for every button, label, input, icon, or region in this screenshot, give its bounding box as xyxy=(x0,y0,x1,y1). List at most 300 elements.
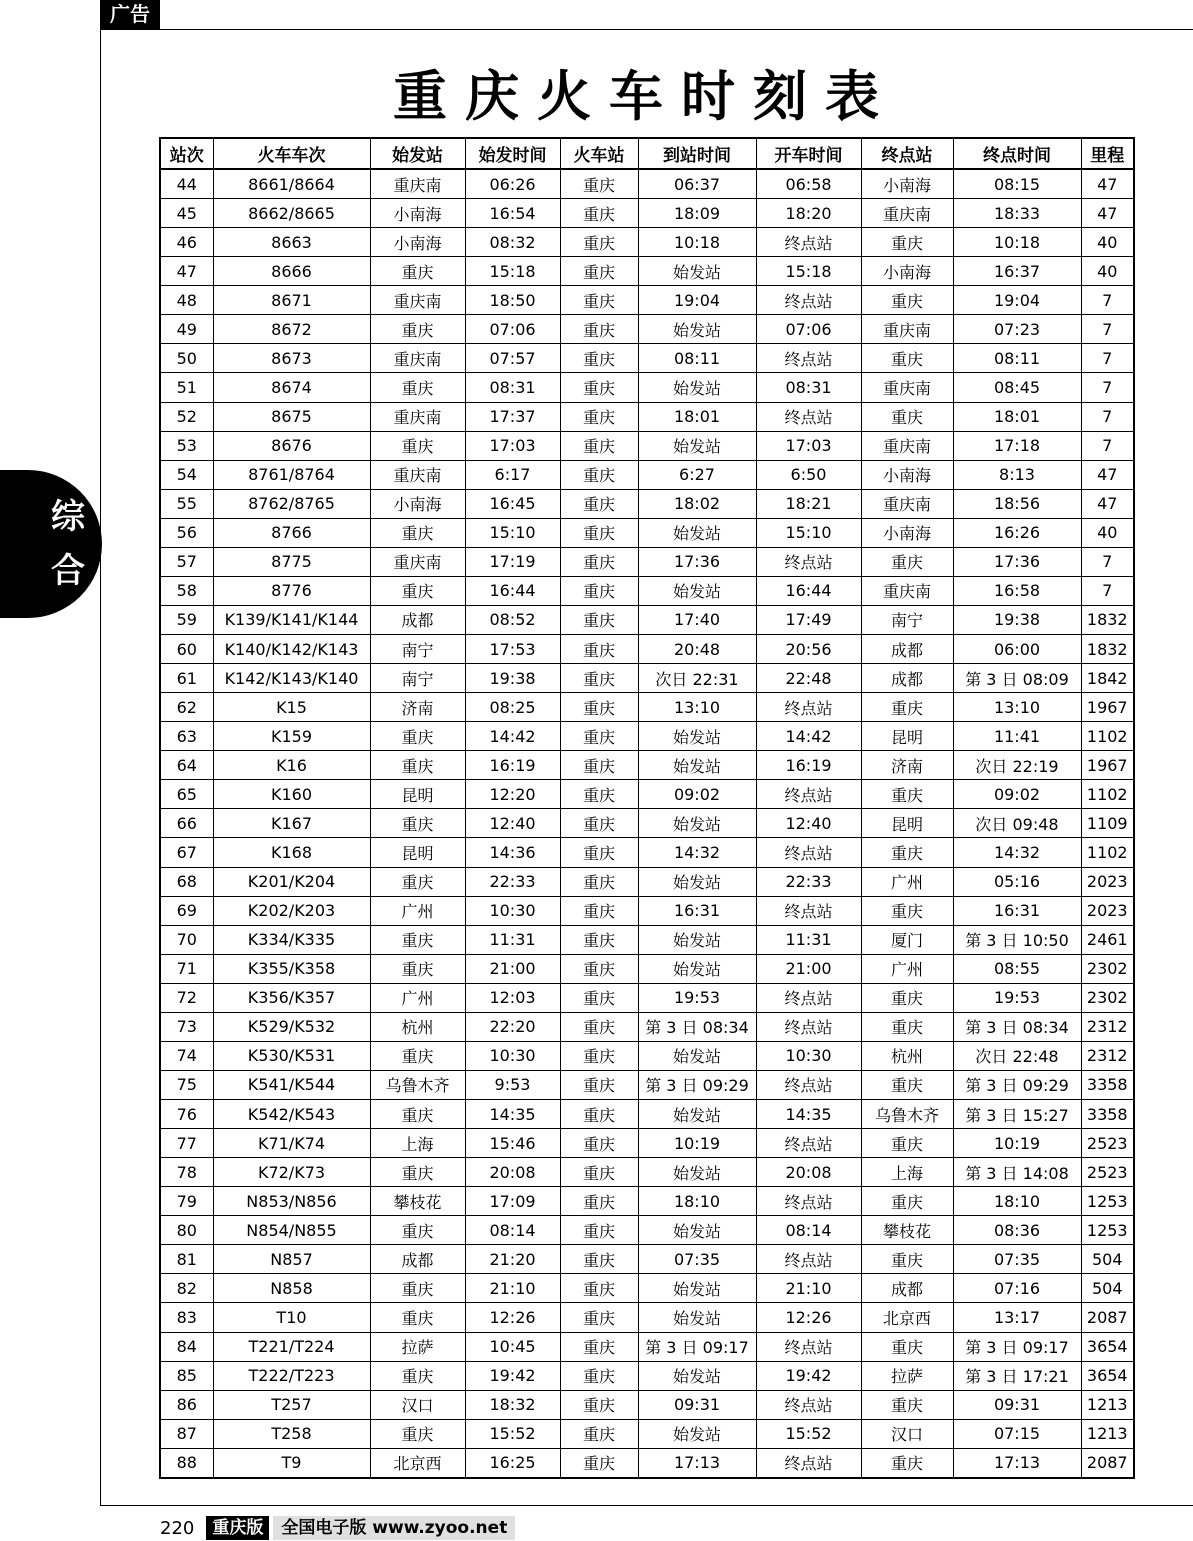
cell-depart-time: 22:33 xyxy=(465,867,560,896)
cell-station: 重庆 xyxy=(560,693,638,722)
cell-origin: 昆明 xyxy=(370,838,465,867)
cell-distance: 7 xyxy=(1081,373,1134,402)
cell-leave-time: 终点站 xyxy=(756,1187,861,1216)
cell-distance: 2523 xyxy=(1081,1129,1134,1158)
cell-index: 57 xyxy=(160,547,213,576)
cell-distance: 1213 xyxy=(1081,1419,1134,1448)
cell-train: K142/K143/K140 xyxy=(213,664,370,693)
cell-origin: 重庆南 xyxy=(370,344,465,373)
cell-leave-time: 16:44 xyxy=(756,576,861,605)
table-row xyxy=(160,402,1134,431)
cell-distance: 7 xyxy=(1081,431,1134,460)
cell-station: 重庆 xyxy=(560,809,638,838)
cell-train: 8766 xyxy=(213,518,370,547)
cell-arrive-time: 始发站 xyxy=(638,315,756,344)
cell-terminus-time: 07:23 xyxy=(953,315,1081,344)
cell-train: 8761/8764 xyxy=(213,460,370,489)
timetable-body xyxy=(160,169,1134,1478)
cell-arrive-time: 10:19 xyxy=(638,1129,756,1158)
cell-arrive-time: 始发站 xyxy=(638,1100,756,1129)
cell-terminus: 重庆南 xyxy=(861,199,953,228)
cell-arrive-time: 始发站 xyxy=(638,867,756,896)
cell-terminus-time: 19:53 xyxy=(953,983,1081,1012)
cell-station: 重庆 xyxy=(560,489,638,518)
cell-train: N854/N855 xyxy=(213,1216,370,1245)
cell-arrive-time: 第 3 日 09:29 xyxy=(638,1070,756,1099)
col-header-train: 火车车次 xyxy=(213,138,370,169)
cell-index: 52 xyxy=(160,402,213,431)
table-row xyxy=(160,751,1134,780)
cell-index: 77 xyxy=(160,1129,213,1158)
col-header-arrive-time: 到站时间 xyxy=(638,138,756,169)
cell-train: 8673 xyxy=(213,344,370,373)
cell-arrive-time: 19:53 xyxy=(638,983,756,1012)
cell-arrive-time: 始发站 xyxy=(638,576,756,605)
cell-train: K160 xyxy=(213,780,370,809)
table-row xyxy=(160,1041,1134,1070)
cell-train: K201/K204 xyxy=(213,867,370,896)
cell-index: 69 xyxy=(160,896,213,925)
cell-distance: 1967 xyxy=(1081,693,1134,722)
cell-terminus-time: 19:04 xyxy=(953,286,1081,315)
cell-station: 重庆 xyxy=(560,547,638,576)
cell-depart-time: 12:03 xyxy=(465,983,560,1012)
cell-leave-time: 终点站 xyxy=(756,1129,861,1158)
cell-depart-time: 15:46 xyxy=(465,1129,560,1158)
cell-terminus: 重庆 xyxy=(861,1448,953,1478)
cell-train: N857 xyxy=(213,1245,370,1274)
ad-tag: 广告 xyxy=(100,0,160,29)
cell-leave-time: 21:00 xyxy=(756,954,861,983)
cell-train: K72/K73 xyxy=(213,1158,370,1187)
cell-distance: 7 xyxy=(1081,576,1134,605)
table-row xyxy=(160,925,1134,954)
cell-depart-time: 10:30 xyxy=(465,1041,560,1070)
cell-station: 重庆 xyxy=(560,1274,638,1303)
cell-terminus: 昆明 xyxy=(861,809,953,838)
cell-origin: 北京西 xyxy=(370,1448,465,1478)
cell-distance: 2023 xyxy=(1081,867,1134,896)
cell-station: 重庆 xyxy=(560,1419,638,1448)
cell-arrive-time: 始发站 xyxy=(638,954,756,983)
cell-origin: 小南海 xyxy=(370,489,465,518)
cell-depart-time: 08:52 xyxy=(465,605,560,634)
cell-terminus: 厦门 xyxy=(861,925,953,954)
cell-arrive-time: 始发站 xyxy=(638,722,756,751)
cell-terminus: 重庆南 xyxy=(861,431,953,460)
cell-depart-time: 12:20 xyxy=(465,780,560,809)
cell-distance: 2302 xyxy=(1081,954,1134,983)
cell-terminus: 重庆 xyxy=(861,402,953,431)
cell-depart-time: 16:45 xyxy=(465,489,560,518)
cell-distance: 2302 xyxy=(1081,983,1134,1012)
cell-index: 50 xyxy=(160,344,213,373)
cell-arrive-time: 17:40 xyxy=(638,605,756,634)
cell-index: 79 xyxy=(160,1187,213,1216)
cell-terminus-time: 08:15 xyxy=(953,169,1081,199)
cell-depart-time: 16:25 xyxy=(465,1448,560,1478)
cell-station: 重庆 xyxy=(560,983,638,1012)
cell-depart-time: 22:20 xyxy=(465,1012,560,1041)
cell-depart-time: 16:44 xyxy=(465,576,560,605)
cell-station: 重庆 xyxy=(560,518,638,547)
cell-index: 70 xyxy=(160,925,213,954)
cell-terminus: 重庆南 xyxy=(861,489,953,518)
col-header-terminus-time: 终点时间 xyxy=(953,138,1081,169)
cell-train: T257 xyxy=(213,1390,370,1419)
cell-depart-time: 18:32 xyxy=(465,1390,560,1419)
cell-distance: 47 xyxy=(1081,199,1134,228)
cell-origin: 重庆南 xyxy=(370,169,465,199)
cell-terminus: 重庆 xyxy=(861,1245,953,1274)
cell-station: 重庆 xyxy=(560,1245,638,1274)
cell-station: 重庆 xyxy=(560,257,638,286)
cell-terminus: 成都 xyxy=(861,664,953,693)
cell-depart-time: 07:06 xyxy=(465,315,560,344)
cell-arrive-time: 始发站 xyxy=(638,1158,756,1187)
train-timetable xyxy=(159,137,1135,1479)
cell-terminus-time: 06:00 xyxy=(953,635,1081,664)
cell-terminus-time: 08:11 xyxy=(953,344,1081,373)
table-row xyxy=(160,954,1134,983)
cell-train: K529/K532 xyxy=(213,1012,370,1041)
cell-train: 8666 xyxy=(213,257,370,286)
table-row xyxy=(160,1419,1134,1448)
cell-terminus: 济南 xyxy=(861,751,953,780)
cell-leave-time: 17:49 xyxy=(756,605,861,634)
cell-station: 重庆 xyxy=(560,344,638,373)
cell-origin: 重庆南 xyxy=(370,402,465,431)
cell-station: 重庆 xyxy=(560,1070,638,1099)
cell-leave-time: 终点站 xyxy=(756,693,861,722)
cell-origin: 重庆 xyxy=(370,1100,465,1129)
cell-arrive-time: 17:13 xyxy=(638,1448,756,1478)
cell-train: T9 xyxy=(213,1448,370,1478)
cell-terminus: 北京西 xyxy=(861,1303,953,1332)
cell-train: K355/K358 xyxy=(213,954,370,983)
table-row xyxy=(160,286,1134,315)
cell-station: 重庆 xyxy=(560,576,638,605)
cell-index: 83 xyxy=(160,1303,213,1332)
cell-index: 76 xyxy=(160,1100,213,1129)
cell-station: 重庆 xyxy=(560,1158,638,1187)
cell-depart-time: 14:35 xyxy=(465,1100,560,1129)
section-tab-char-2: 合 xyxy=(51,551,85,591)
cell-arrive-time: 20:48 xyxy=(638,635,756,664)
cell-leave-time: 12:26 xyxy=(756,1303,861,1332)
cell-arrive-time: 始发站 xyxy=(638,1361,756,1390)
cell-distance: 7 xyxy=(1081,315,1134,344)
cell-index: 87 xyxy=(160,1419,213,1448)
cell-distance: 2523 xyxy=(1081,1158,1134,1187)
table-row xyxy=(160,489,1134,518)
col-header-station: 火车站 xyxy=(560,138,638,169)
cell-terminus-time: 17:13 xyxy=(953,1448,1081,1478)
cell-origin: 重庆 xyxy=(370,1361,465,1390)
cell-terminus: 攀枝花 xyxy=(861,1216,953,1245)
cell-leave-time: 22:33 xyxy=(756,867,861,896)
cell-depart-time: 14:42 xyxy=(465,722,560,751)
cell-origin: 重庆 xyxy=(370,809,465,838)
cell-index: 63 xyxy=(160,722,213,751)
cell-leave-time: 19:42 xyxy=(756,1361,861,1390)
table-row xyxy=(160,1129,1134,1158)
table-row xyxy=(160,373,1134,402)
cell-arrive-time: 09:31 xyxy=(638,1390,756,1419)
col-header-origin: 始发站 xyxy=(370,138,465,169)
cell-train: 8661/8664 xyxy=(213,169,370,199)
table-row xyxy=(160,344,1134,373)
cell-distance: 7 xyxy=(1081,344,1134,373)
cell-origin: 重庆 xyxy=(370,1303,465,1332)
page-title: 重庆火车时刻表 xyxy=(393,65,897,128)
cell-index: 49 xyxy=(160,315,213,344)
cell-station: 重庆 xyxy=(560,199,638,228)
cell-train: K139/K141/K144 xyxy=(213,605,370,634)
cell-origin: 成都 xyxy=(370,605,465,634)
cell-terminus: 重庆 xyxy=(861,896,953,925)
table-row xyxy=(160,1303,1134,1332)
table-row xyxy=(160,1448,1134,1478)
cell-distance: 40 xyxy=(1081,228,1134,257)
cell-train: K140/K142/K143 xyxy=(213,635,370,664)
cell-terminus-time: 13:17 xyxy=(953,1303,1081,1332)
cell-index: 58 xyxy=(160,576,213,605)
table-row xyxy=(160,228,1134,257)
cell-train: T258 xyxy=(213,1419,370,1448)
cell-terminus-time: 11:41 xyxy=(953,722,1081,751)
cell-distance: 40 xyxy=(1081,257,1134,286)
cell-terminus: 小南海 xyxy=(861,257,953,286)
cell-origin: 广州 xyxy=(370,896,465,925)
cell-depart-time: 17:37 xyxy=(465,402,560,431)
cell-leave-time: 16:19 xyxy=(756,751,861,780)
cell-arrive-time: 始发站 xyxy=(638,431,756,460)
cell-leave-time: 终点站 xyxy=(756,547,861,576)
cell-leave-time: 终点站 xyxy=(756,896,861,925)
cell-terminus-time: 13:10 xyxy=(953,693,1081,722)
cell-train: 8775 xyxy=(213,547,370,576)
cell-origin: 昆明 xyxy=(370,780,465,809)
cell-distance: 7 xyxy=(1081,547,1134,576)
cell-index: 65 xyxy=(160,780,213,809)
cell-arrive-time: 第 3 日 09:17 xyxy=(638,1332,756,1361)
cell-train: 8674 xyxy=(213,373,370,402)
cell-origin: 重庆南 xyxy=(370,286,465,315)
cell-station: 重庆 xyxy=(560,780,638,809)
cell-terminus-time: 08:55 xyxy=(953,954,1081,983)
cell-origin: 广州 xyxy=(370,983,465,1012)
cell-train: N858 xyxy=(213,1274,370,1303)
cell-arrive-time: 17:36 xyxy=(638,547,756,576)
cell-origin: 重庆 xyxy=(370,373,465,402)
cell-leave-time: 08:31 xyxy=(756,373,861,402)
cell-leave-time: 18:21 xyxy=(756,489,861,518)
cell-index: 47 xyxy=(160,257,213,286)
cell-index: 66 xyxy=(160,809,213,838)
cell-station: 重庆 xyxy=(560,1100,638,1129)
cell-origin: 重庆 xyxy=(370,315,465,344)
col-header-depart-time: 始发时间 xyxy=(465,138,560,169)
cell-index: 71 xyxy=(160,954,213,983)
cell-train: 8776 xyxy=(213,576,370,605)
cell-origin: 南宁 xyxy=(370,635,465,664)
cell-terminus: 重庆 xyxy=(861,1187,953,1216)
cell-terminus: 成都 xyxy=(861,635,953,664)
cell-index: 72 xyxy=(160,983,213,1012)
cell-train: K530/K531 xyxy=(213,1041,370,1070)
cell-terminus: 广州 xyxy=(861,867,953,896)
cell-terminus-time: 第 3 日 15:27 xyxy=(953,1100,1081,1129)
cell-distance: 2461 xyxy=(1081,925,1134,954)
cell-terminus-time: 08:36 xyxy=(953,1216,1081,1245)
cell-depart-time: 9:53 xyxy=(465,1070,560,1099)
cell-index: 60 xyxy=(160,635,213,664)
cell-arrive-time: 第 3 日 08:34 xyxy=(638,1012,756,1041)
section-tab xyxy=(0,470,102,618)
cell-depart-time: 14:36 xyxy=(465,838,560,867)
cell-leave-time: 14:42 xyxy=(756,722,861,751)
cell-depart-time: 21:20 xyxy=(465,1245,560,1274)
cell-index: 54 xyxy=(160,460,213,489)
cell-leave-time: 17:03 xyxy=(756,431,861,460)
cell-arrive-time: 始发站 xyxy=(638,1274,756,1303)
cell-terminus: 汉口 xyxy=(861,1419,953,1448)
cell-terminus-time: 16:37 xyxy=(953,257,1081,286)
cell-index: 73 xyxy=(160,1012,213,1041)
table-row xyxy=(160,896,1134,925)
cell-station: 重庆 xyxy=(560,315,638,344)
cell-index: 55 xyxy=(160,489,213,518)
table-row xyxy=(160,431,1134,460)
cell-train: K16 xyxy=(213,751,370,780)
cell-terminus-time: 09:02 xyxy=(953,780,1081,809)
cell-train: K168 xyxy=(213,838,370,867)
table-row xyxy=(160,576,1134,605)
cell-arrive-time: 06:37 xyxy=(638,169,756,199)
cell-origin: 重庆 xyxy=(370,1158,465,1187)
cell-depart-time: 08:14 xyxy=(465,1216,560,1245)
cell-origin: 小南海 xyxy=(370,228,465,257)
cell-station: 重庆 xyxy=(560,228,638,257)
cell-station: 重庆 xyxy=(560,605,638,634)
cell-terminus-time: 第 3 日 08:34 xyxy=(953,1012,1081,1041)
cell-leave-time: 终点站 xyxy=(756,228,861,257)
cell-terminus-time: 次日 22:48 xyxy=(953,1041,1081,1070)
cell-leave-time: 终点站 xyxy=(756,1448,861,1478)
cell-distance: 2087 xyxy=(1081,1303,1134,1332)
cell-leave-time: 20:08 xyxy=(756,1158,861,1187)
cell-leave-time: 终点站 xyxy=(756,1245,861,1274)
cell-terminus: 小南海 xyxy=(861,460,953,489)
table-row xyxy=(160,983,1134,1012)
cell-index: 48 xyxy=(160,286,213,315)
cell-origin: 重庆 xyxy=(370,431,465,460)
cell-arrive-time: 18:02 xyxy=(638,489,756,518)
cell-station: 重庆 xyxy=(560,286,638,315)
cell-arrive-time: 13:10 xyxy=(638,693,756,722)
cell-distance: 1842 xyxy=(1081,664,1134,693)
table-row xyxy=(160,635,1134,664)
cell-train: 8662/8665 xyxy=(213,199,370,228)
page-footer xyxy=(160,1515,515,1541)
cell-station: 重庆 xyxy=(560,838,638,867)
cell-station: 重庆 xyxy=(560,635,638,664)
cell-arrive-time: 始发站 xyxy=(638,751,756,780)
cell-distance: 3358 xyxy=(1081,1070,1134,1099)
cell-leave-time: 终点站 xyxy=(756,286,861,315)
brand-badge: 重庆版 xyxy=(206,1516,269,1540)
table-row xyxy=(160,547,1134,576)
cell-terminus-time: 19:38 xyxy=(953,605,1081,634)
cell-depart-time: 21:10 xyxy=(465,1274,560,1303)
cell-origin: 重庆 xyxy=(370,257,465,286)
cell-distance: 47 xyxy=(1081,169,1134,199)
table-row xyxy=(160,1158,1134,1187)
cell-depart-time: 10:45 xyxy=(465,1332,560,1361)
cell-terminus: 小南海 xyxy=(861,169,953,199)
cell-depart-time: 16:54 xyxy=(465,199,560,228)
cell-train: 8676 xyxy=(213,431,370,460)
cell-arrive-time: 始发站 xyxy=(638,1303,756,1332)
table-row xyxy=(160,605,1134,634)
cell-origin: 重庆 xyxy=(370,576,465,605)
table-row xyxy=(160,1070,1134,1099)
cell-depart-time: 15:18 xyxy=(465,257,560,286)
table-header-row xyxy=(160,138,1134,169)
section-tab-char-1: 综 xyxy=(51,497,85,537)
cell-terminus-time: 10:19 xyxy=(953,1129,1081,1158)
cell-arrive-time: 18:10 xyxy=(638,1187,756,1216)
cell-arrive-time: 09:02 xyxy=(638,780,756,809)
cell-depart-time: 12:40 xyxy=(465,809,560,838)
cell-train: K71/K74 xyxy=(213,1129,370,1158)
cell-leave-time: 终点站 xyxy=(756,838,861,867)
cell-arrive-time: 次日 22:31 xyxy=(638,664,756,693)
cell-distance: 47 xyxy=(1081,460,1134,489)
cell-terminus: 重庆 xyxy=(861,838,953,867)
cell-distance: 1102 xyxy=(1081,780,1134,809)
cell-depart-time: 17:09 xyxy=(465,1187,560,1216)
cell-train: K167 xyxy=(213,809,370,838)
cell-terminus-time: 08:45 xyxy=(953,373,1081,402)
cell-terminus: 重庆 xyxy=(861,693,953,722)
cell-index: 84 xyxy=(160,1332,213,1361)
cell-origin: 重庆 xyxy=(370,1419,465,1448)
cell-index: 67 xyxy=(160,838,213,867)
cell-index: 64 xyxy=(160,751,213,780)
cell-station: 重庆 xyxy=(560,402,638,431)
cell-leave-time: 07:06 xyxy=(756,315,861,344)
cell-terminus: 成都 xyxy=(861,1274,953,1303)
cell-arrive-time: 始发站 xyxy=(638,1041,756,1070)
table-row xyxy=(160,1245,1134,1274)
cell-terminus: 杭州 xyxy=(861,1041,953,1070)
cell-index: 56 xyxy=(160,518,213,547)
cell-terminus-time: 第 3 日 08:09 xyxy=(953,664,1081,693)
cell-terminus-time: 18:10 xyxy=(953,1187,1081,1216)
cell-distance: 1102 xyxy=(1081,838,1134,867)
cell-depart-time: 08:25 xyxy=(465,693,560,722)
cell-arrive-time: 始发站 xyxy=(638,925,756,954)
cell-index: 78 xyxy=(160,1158,213,1187)
cell-leave-time: 10:30 xyxy=(756,1041,861,1070)
cell-distance: 7 xyxy=(1081,402,1134,431)
cell-leave-time: 终点站 xyxy=(756,780,861,809)
cell-train: K15 xyxy=(213,693,370,722)
cell-distance: 47 xyxy=(1081,489,1134,518)
cell-terminus: 拉萨 xyxy=(861,1361,953,1390)
